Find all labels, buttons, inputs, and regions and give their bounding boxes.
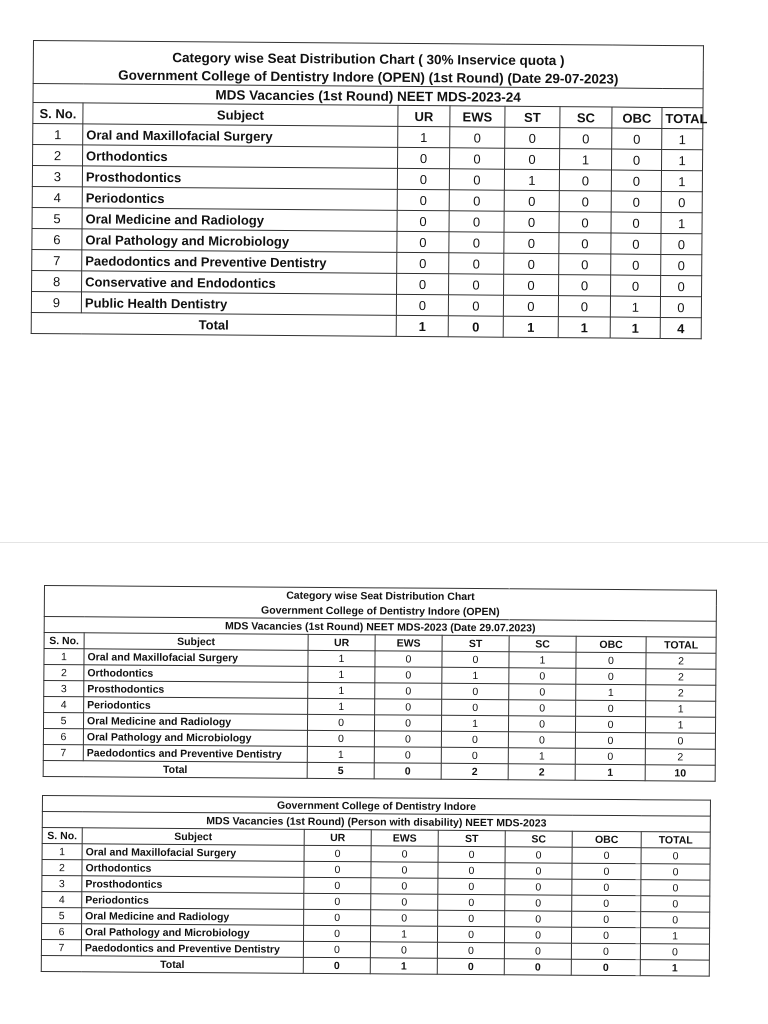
cell: 0: [505, 847, 572, 863]
cell: 1: [398, 126, 450, 147]
cell: 3: [44, 681, 84, 697]
cell: 0: [559, 212, 611, 233]
table-title: Government College of Dentistry Indore: [42, 796, 710, 817]
cell: 0: [307, 714, 374, 730]
cell: 0: [371, 910, 438, 926]
total-label: Total: [41, 955, 303, 973]
cell: 0: [504, 927, 571, 943]
cell: 0: [575, 732, 645, 748]
cell: 5: [42, 908, 82, 924]
cell: 0: [661, 191, 702, 212]
cell: Oral Pathology and Microbiology: [82, 229, 397, 252]
cell: Oral Medicine and Radiology: [82, 908, 304, 926]
cell: 0: [505, 895, 572, 911]
cell: 0: [571, 943, 640, 959]
cell: 0: [304, 909, 371, 925]
cell: 0: [371, 862, 438, 878]
column-header: SC: [560, 107, 612, 128]
total-cell: 0: [437, 958, 504, 974]
cell: 1: [308, 698, 375, 714]
total-cell: 1: [396, 315, 448, 336]
cell: 2: [646, 653, 716, 669]
cell: 0: [504, 274, 559, 295]
cell: 0: [559, 170, 611, 191]
cell: 0: [576, 652, 646, 668]
cell: 1: [307, 746, 374, 762]
cell: 0: [397, 189, 449, 210]
column-header: EWS: [375, 635, 442, 651]
cell: 0: [641, 880, 710, 896]
cell: 1: [42, 844, 82, 860]
total-row: [43, 760, 715, 781]
cell: 0: [397, 273, 449, 294]
cell: 0: [508, 732, 575, 748]
cell: 0: [304, 845, 371, 861]
column-header: Subject: [84, 633, 308, 651]
column-header: OBC: [576, 636, 646, 652]
cell: 0: [612, 128, 662, 149]
cell: 0: [661, 275, 702, 296]
cell: 1: [308, 650, 375, 666]
column-header: ST: [442, 635, 509, 651]
cell: 2: [645, 749, 715, 765]
cell: 0: [660, 296, 701, 317]
cell: 1: [370, 926, 437, 942]
table-subtitle: MDS Vacancies (1st Round) (Person with disability) NEET MDS-2023: [42, 812, 710, 833]
cell: 0: [572, 911, 641, 927]
cell: 0: [304, 877, 371, 893]
cell: 0: [572, 895, 641, 911]
cell: 0: [505, 879, 572, 895]
total-row: [41, 955, 709, 976]
cell: 3: [42, 876, 82, 892]
cell: 0: [504, 190, 559, 211]
cell: Paedodontics and Preventive Dentistry: [83, 745, 307, 763]
cell: 0: [661, 233, 702, 254]
cell: Public Health Dentistry: [81, 292, 396, 315]
cell: 2: [646, 669, 716, 685]
cell: Paedodontics and Preventive Dentistry: [81, 940, 303, 958]
total-cell: 0: [504, 959, 571, 975]
cell: 7: [43, 744, 83, 760]
cell: 0: [375, 651, 442, 667]
cell: Oral and Maxillofacial Surgery: [83, 124, 398, 147]
column-header: S. No.: [44, 633, 84, 649]
cell: 0: [438, 894, 505, 910]
cell: 7: [41, 939, 81, 955]
cell: 0: [442, 651, 509, 667]
cell: 0: [508, 716, 575, 732]
cell: 0: [559, 191, 611, 212]
pwd-seat-table: [41, 795, 710, 977]
cell: 0: [303, 925, 370, 941]
cell: 0: [641, 912, 710, 928]
total-cell: 1: [610, 317, 660, 338]
cell: 1: [308, 666, 375, 682]
total-label: Total: [31, 312, 396, 336]
table-subtitle: Government College of Dentistry Indore (OPEN): [44, 601, 716, 621]
cell: Periodontics: [82, 892, 304, 910]
cell: Orthodontics: [82, 860, 304, 878]
cell: 0: [374, 715, 441, 731]
cell: 0: [449, 190, 504, 211]
cell: Orthodontics: [84, 665, 308, 683]
column-header: UR: [304, 829, 371, 845]
column-header: EWS: [371, 830, 438, 846]
cell: 0: [509, 668, 576, 684]
cell: 0: [397, 252, 449, 273]
cell: 1: [509, 652, 576, 668]
cell: 0: [375, 683, 442, 699]
cell: Oral Pathology and Microbiology: [81, 924, 303, 942]
cell: 0: [559, 254, 611, 275]
total-cell: 0: [448, 316, 503, 337]
cell: 1: [661, 212, 702, 233]
cell: 4: [44, 697, 84, 713]
cell: 1: [504, 169, 559, 190]
cell: 0: [640, 944, 709, 960]
table-title: Category wise Seat Distribution Chart: [44, 586, 716, 606]
cell: 1: [508, 748, 575, 764]
cell: 0: [611, 212, 661, 233]
cell: 0: [611, 149, 661, 170]
column-header: TOTAL: [641, 832, 710, 848]
cell: 0: [397, 168, 449, 189]
cell: 5: [43, 713, 83, 729]
total-row: [31, 312, 701, 338]
total-cell: 10: [645, 765, 715, 781]
cell: 0: [371, 894, 438, 910]
cell: 0: [449, 274, 504, 295]
cell: 0: [438, 846, 505, 862]
cell: 0: [374, 731, 441, 747]
cell: Prosthodontics: [84, 681, 308, 699]
cell: 0: [398, 147, 450, 168]
cell: 0: [572, 879, 641, 895]
cell: 1: [576, 684, 646, 700]
total-cell: 5: [307, 762, 374, 778]
cell: 0: [558, 296, 610, 317]
cell: 1: [308, 682, 375, 698]
column-header: EWS: [450, 106, 505, 127]
cell: 9: [31, 291, 81, 312]
cell: 1: [442, 667, 509, 683]
cell: 0: [661, 254, 702, 275]
cell: 0: [559, 233, 611, 254]
cell: Prosthodontics: [82, 166, 397, 189]
cell: 0: [641, 864, 710, 880]
cell: 0: [438, 878, 505, 894]
cell: 0: [611, 254, 661, 275]
cell: 4: [42, 892, 82, 908]
table-subtitle: Government College of Dentistry Indore (OPEN) (1st Round) (Date 29-07-2023): [33, 65, 703, 89]
cell: 0: [645, 733, 715, 749]
cell: 0: [375, 699, 442, 715]
cell: 0: [397, 231, 449, 252]
cell: 0: [559, 275, 611, 296]
cell: 0: [442, 699, 509, 715]
total-cell: 0: [374, 763, 441, 779]
cell: 0: [441, 747, 508, 763]
cell: Periodontics: [82, 187, 397, 210]
cell: 5: [32, 207, 82, 228]
cell: 0: [396, 294, 448, 315]
cell: 0: [611, 275, 661, 296]
cell: 0: [504, 148, 559, 169]
cell: 0: [641, 848, 710, 864]
column-header: Subject: [83, 103, 398, 126]
cell: 1: [441, 715, 508, 731]
cell: 0: [509, 684, 576, 700]
cell: 0: [375, 667, 442, 683]
inservice-quota-table: [31, 40, 708, 339]
cell: 0: [437, 942, 504, 958]
cell: 0: [505, 911, 572, 927]
table-subtitle: MDS Vacancies (1st Round) NEET MDS-2023-24: [33, 84, 703, 108]
cell: 0: [304, 861, 371, 877]
cell: 1: [645, 717, 715, 733]
cell: Oral and Maxillofacial Surgery: [82, 844, 304, 862]
column-header: S. No.: [42, 828, 82, 844]
cell: 1: [610, 296, 660, 317]
total-cell: 2: [508, 764, 575, 780]
cell: 1: [33, 124, 83, 145]
total-cell: 0: [571, 959, 640, 975]
cell: Paedodontics and Preventive Dentistry: [82, 250, 397, 273]
cell: 0: [449, 169, 504, 190]
total-cell: 1: [640, 960, 709, 976]
cell: 0: [504, 943, 571, 959]
cell: 0: [307, 730, 374, 746]
cell: 0: [371, 846, 438, 862]
cell: 0: [504, 211, 559, 232]
cell: 0: [438, 910, 505, 926]
cell: 0: [437, 926, 504, 942]
cell: 0: [576, 668, 646, 684]
cell: 3: [32, 166, 82, 187]
cell: 4: [32, 186, 82, 207]
total-cell: 1: [558, 317, 610, 338]
column-header: ST: [438, 830, 505, 846]
cell: 0: [571, 927, 640, 943]
cell: 6: [32, 228, 82, 249]
table-subtitle: MDS Vacancies (1st Round) NEET MDS-2023 (Date 29.07.2023): [44, 617, 716, 638]
cell: 2: [646, 685, 716, 701]
column-header: ST: [505, 106, 560, 127]
cell: Oral Medicine and Radiology: [82, 208, 397, 231]
cell: 0: [441, 731, 508, 747]
cell: 1: [640, 928, 709, 944]
column-header: TOTAL: [646, 637, 716, 653]
cell: 0: [450, 148, 505, 169]
total-label: Total: [43, 760, 307, 778]
cell: 0: [449, 253, 504, 274]
cell: 0: [503, 295, 558, 316]
cell: 0: [304, 893, 371, 909]
column-header: UR: [308, 634, 375, 650]
total-cell: 1: [370, 958, 437, 974]
cell: 0: [448, 295, 503, 316]
column-header: S. No.: [33, 103, 83, 124]
column-header: SC: [505, 831, 572, 847]
cell: 7: [32, 249, 82, 270]
cell: 0: [611, 233, 661, 254]
cell: 0: [611, 191, 661, 212]
cell: 0: [611, 170, 661, 191]
page-fold-divider: [0, 542, 768, 543]
cell: 0: [371, 878, 438, 894]
cell: 0: [504, 253, 559, 274]
cell: 6: [43, 729, 83, 745]
cell: 2: [33, 145, 83, 166]
cell: 1: [661, 170, 702, 191]
column-header: TOTAL: [662, 107, 703, 128]
table-title: Category wise Seat Distribution Chart ( 30% Inservice quota ): [33, 41, 703, 71]
open-seat-table: [43, 585, 716, 782]
cell: 0: [576, 700, 646, 716]
cell: 0: [575, 748, 645, 764]
cell: 0: [560, 128, 612, 149]
cell: 0: [641, 896, 710, 912]
cell: 1: [646, 701, 716, 717]
cell: 0: [449, 232, 504, 253]
total-cell: 4: [660, 317, 701, 338]
column-header: SC: [509, 636, 576, 652]
cell: 2: [42, 860, 82, 876]
cell: 0: [397, 210, 449, 231]
cell: 2: [44, 665, 84, 681]
cell: Oral and Maxillofacial Surgery: [84, 649, 308, 667]
cell: Oral Pathology and Microbiology: [83, 729, 307, 747]
cell: 0: [505, 127, 560, 148]
cell: 0: [505, 863, 572, 879]
cell: Periodontics: [84, 697, 308, 715]
cell: 0: [374, 747, 441, 763]
total-cell: 1: [503, 316, 558, 337]
cell: Orthodontics: [83, 145, 398, 168]
cell: 0: [575, 716, 645, 732]
column-header: OBC: [572, 831, 641, 847]
cell: 0: [449, 211, 504, 232]
column-header: UR: [398, 105, 450, 126]
cell: Conservative and Endodontics: [82, 271, 397, 294]
cell: Oral Medicine and Radiology: [83, 713, 307, 731]
total-cell: 1: [575, 764, 645, 780]
cell: 0: [438, 862, 505, 878]
cell: 8: [32, 270, 82, 291]
cell: 0: [572, 863, 641, 879]
cell: Prosthodontics: [82, 876, 304, 894]
cell: 0: [370, 942, 437, 958]
cell: 0: [303, 941, 370, 957]
total-cell: 2: [441, 763, 508, 779]
cell: 0: [504, 232, 559, 253]
cell: 6: [41, 924, 81, 940]
cell: 0: [450, 127, 505, 148]
cell: 1: [662, 128, 703, 149]
cell: 1: [44, 649, 84, 665]
cell: 0: [509, 700, 576, 716]
total-cell: 0: [303, 957, 370, 973]
cell: 0: [442, 683, 509, 699]
cell: 0: [572, 847, 641, 863]
cell: 1: [661, 149, 702, 170]
column-header: OBC: [612, 107, 662, 128]
cell: 1: [559, 149, 611, 170]
column-header: Subject: [82, 828, 304, 846]
